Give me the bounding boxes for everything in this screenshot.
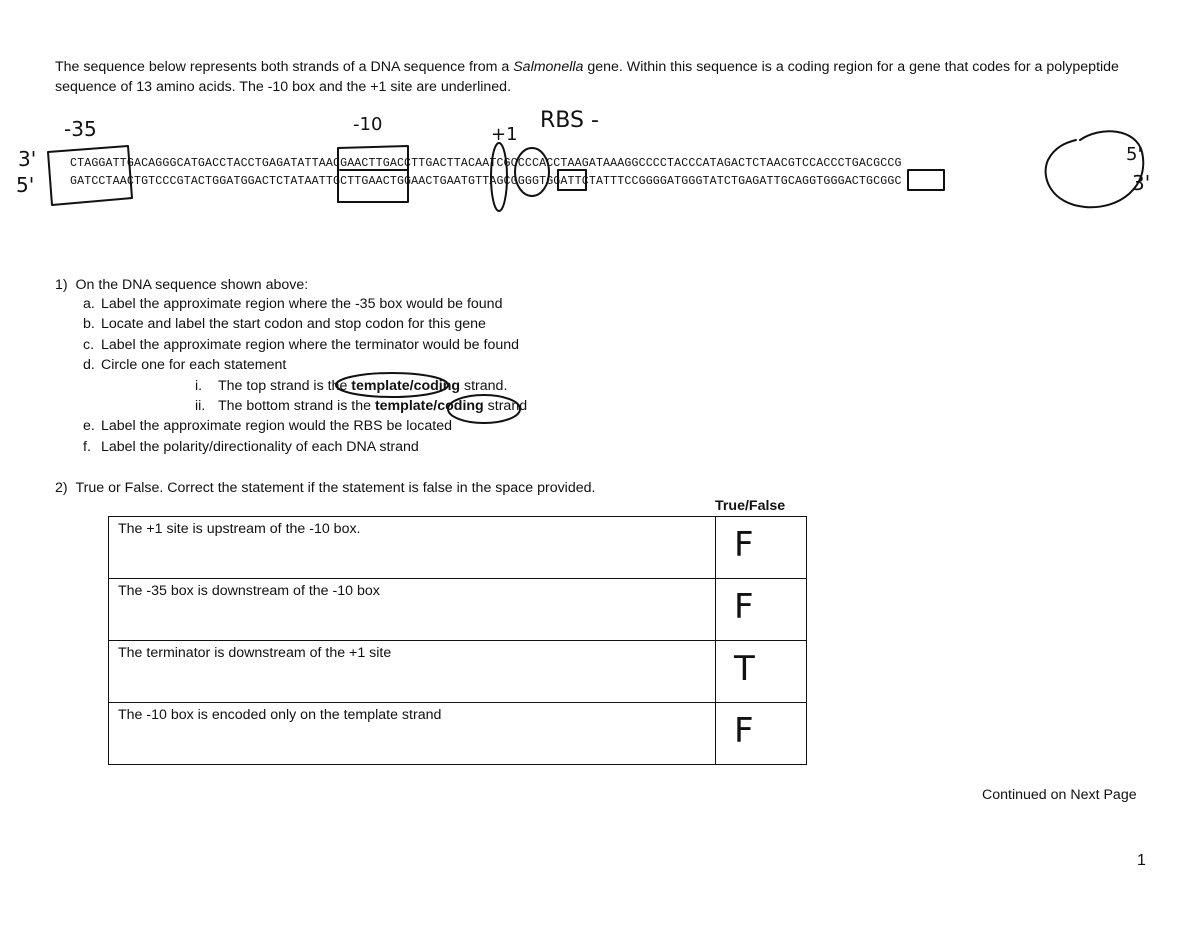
statement-cell: The -35 box is downstream of the -10 box [109,579,716,641]
subitem-prefix: The bottom strand is the [218,397,375,414]
answer-cell [716,641,807,703]
subitem-choice: template/coding [351,377,461,394]
item-text: Label the approximate region where the terminator would be found [101,336,520,353]
terminator-circle [1046,131,1144,207]
subitem-suffix: strand. [460,377,508,394]
item-text: Label the polarity/directionality of each DNA strand [101,438,419,455]
true-false-table [108,516,807,765]
item-marker: c. [83,336,95,353]
subitem-marker: ii. [195,397,206,414]
table-row [109,641,807,703]
item-text: Label the approximate region would the RBS be located [101,418,452,435]
handwritten-answer: T [734,649,755,689]
item-marker: a. [83,296,95,312]
statement-cell: The terminator is downstream of the +1 site [109,641,716,703]
stop-codon-box [908,170,944,190]
answer-cell [716,517,807,579]
question-1-prompt: On the DNA sequence shown above: [75,277,309,293]
answer-cell [716,579,807,641]
organism-name: Salmonella [513,59,584,75]
subitem-text [218,376,507,397]
table-row [109,579,807,641]
table-row [109,703,807,765]
handwritten-answer: F [734,711,754,751]
handwritten-answer: F [734,587,754,627]
true-false-header: True/False [715,498,786,514]
item-text: Locate and label the start codon and stop codon for this gene [101,316,486,333]
question-2 [55,478,595,498]
intro-text-2: gene. Within this sequence is a coding region for a gene that codes for a polypeptide sequence of 13 amino acids. The -10 box and the +1 site are underlined. [55,59,1119,95]
intro-text-1: The sequence below represents both strands of a DNA sequence from a [55,59,514,75]
statement-cell: The +1 site is upstream of the -10 box. [109,517,716,579]
answer-cell [716,703,807,765]
subitem-text [218,396,527,417]
item-marker: b. [83,316,95,333]
bottom-right-polarity-label: 3' [1132,171,1151,195]
item-text: Circle one for each statement [101,357,287,374]
item-marker: e. [83,418,95,435]
subitem-choice: template/coding [374,397,484,414]
item-text: Label the approximate region where the -35 box would be found [101,296,503,312]
question-1 [55,275,308,295]
subitem-suffix: strand [483,397,528,414]
minus10-box [338,146,408,202]
subitem-prefix: The top strand is the [218,377,352,394]
page-number: 1 [1137,852,1146,869]
dna-top-strand: CTAGGATTGACAGGGCATGACCTACCTGAGATATTAACGAACTTGACCTTGACTTACAATCGCCCCACCTAAGATAAAGGCCCCTACCCATAGACTCTAACGTCCACCCTGACGCCG [70,157,902,170]
intro-paragraph [55,57,1155,97]
table-row [109,517,807,579]
rbs-label: RBS - [540,108,599,133]
question-1-number: 1) [55,277,68,293]
continued-note: Continued on Next Page [982,787,1137,803]
question-2-prompt: True or False. Correct the statement if the statement is false in the space provided. [75,480,596,496]
rbs-circle [515,148,549,196]
plus1-label: +1 [491,124,518,145]
top-right-polarity-label: 5' [1126,144,1143,165]
bottom-left-polarity-label: 5' [16,173,35,197]
item-marker: d. [83,357,95,374]
dna-bottom-strand: GATCCTAACTGTCCCGTACTGGATGGACTCTATAATTGCTTGAACTGGAACTGAATGTTAGCGGGGTGGATTCTATTTCCGGGGATGGGTATCTGAGATTGCAGGTGGGACTGCGGC [70,175,902,188]
question-2-number: 2) [55,480,68,496]
minus10-label: -10 [353,114,383,135]
top-left-polarity-label: 3' [18,147,37,171]
item-marker: f. [83,438,91,455]
subitem-marker: i. [195,377,203,394]
handwritten-answer: F [734,525,754,565]
statement-cell: The -10 box is encoded only on the template strand [109,703,716,765]
minus35-label: -35 [64,117,97,141]
